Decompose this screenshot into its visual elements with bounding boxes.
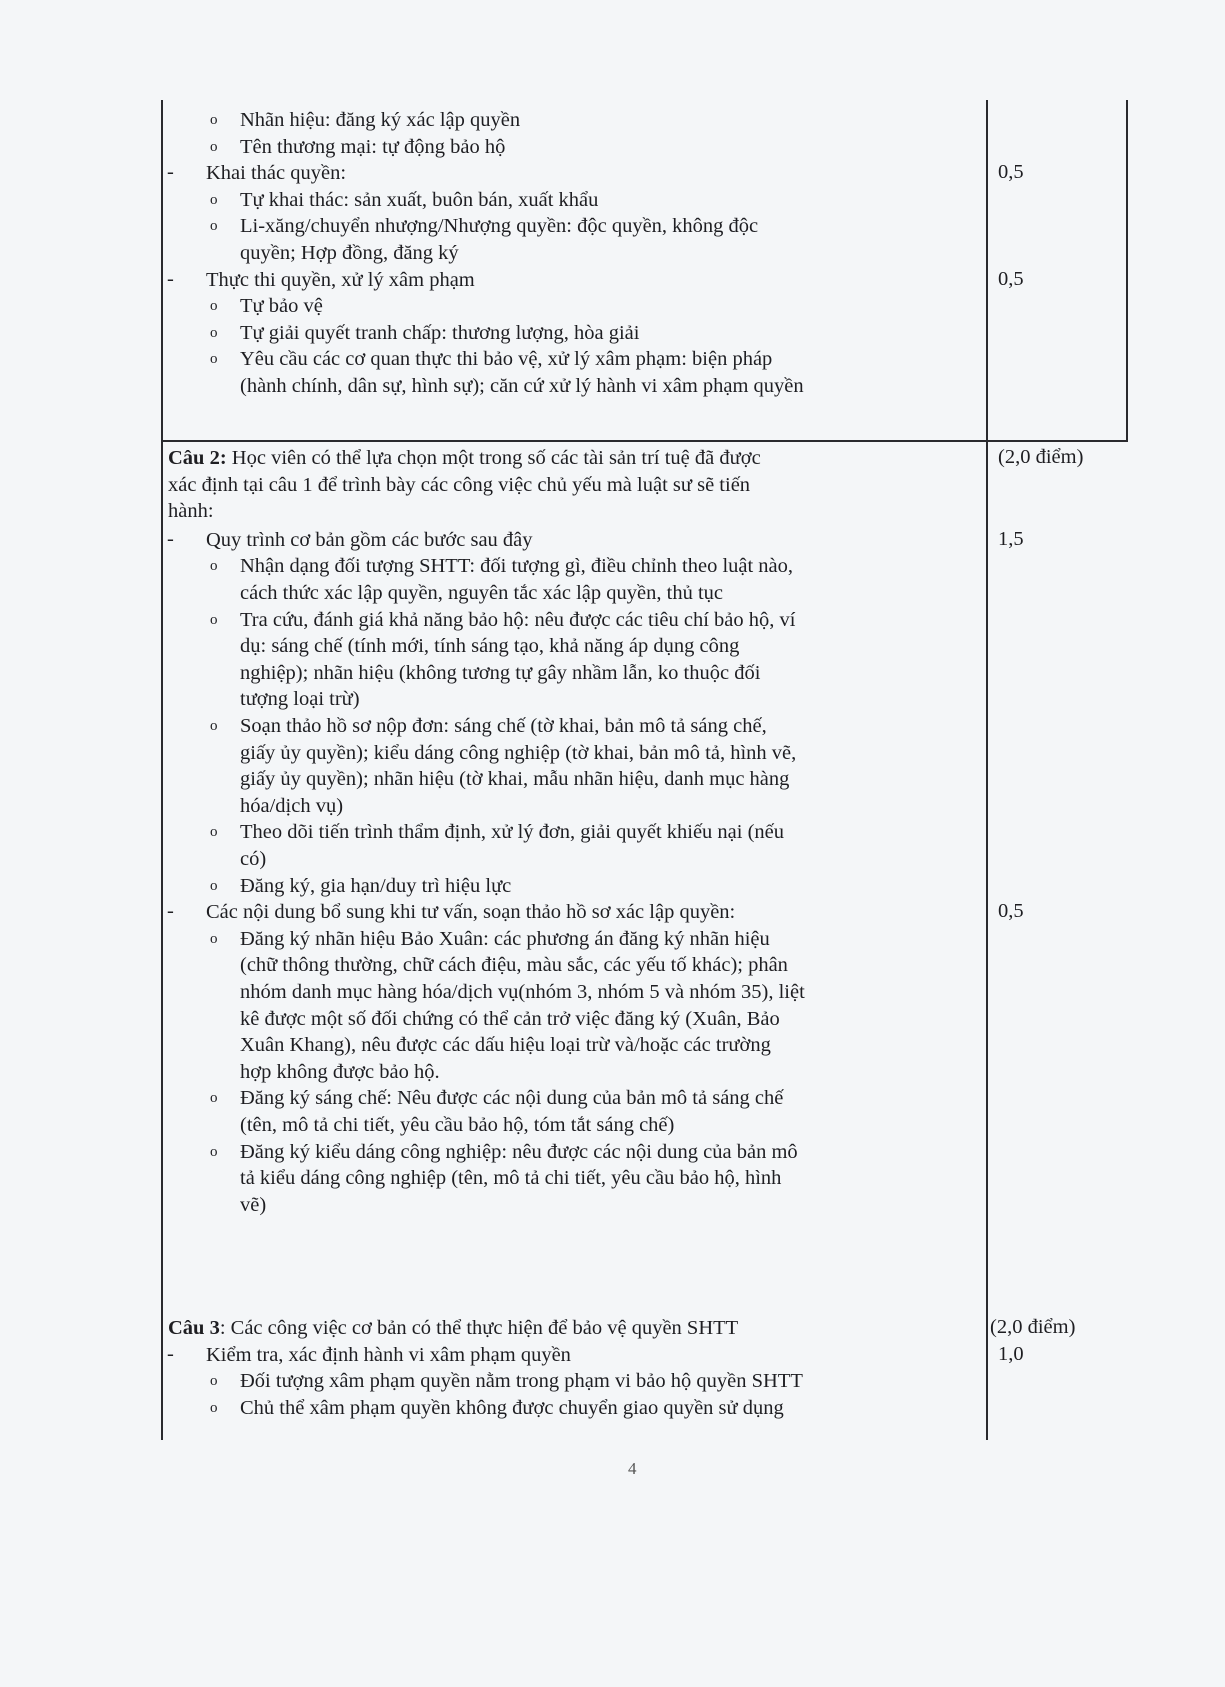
- bullet-item: Li-xăng/chuyển nhượng/Nhượng quyền: độc quyền, không độc: [240, 215, 759, 238]
- bullet-item: Tra cứu, đánh giá khả năng bảo hộ: nêu được các tiêu chí bảo hộ, ví: [240, 608, 796, 631]
- circle-bullet-icon: o: [210, 718, 218, 734]
- circle-bullet-icon: o: [210, 138, 218, 155]
- continuation-line: tượng loại trừ): [240, 688, 360, 711]
- circle-bullet-icon: o: [210, 1373, 218, 1390]
- dash-item: Thực thi quyền, xử lý xâm phạm: [206, 268, 475, 291]
- bullet-item: Theo dõi tiến trình thẩm định, xử lý đơn, giải quyết khiếu nại (nếu: [240, 821, 785, 844]
- circle-bullet-icon: o: [210, 191, 218, 208]
- dash-marker: -: [167, 161, 174, 184]
- circle-bullet-icon: o: [210, 824, 218, 841]
- continuation-line: có): [240, 848, 267, 870]
- circle-bullet-icon: o: [210, 611, 218, 628]
- row-divider-q2: [161, 440, 1128, 442]
- dash-item: Quy trình cơ bản gồm các bước sau đây: [206, 528, 533, 551]
- circle-bullet-icon: o: [210, 877, 218, 894]
- circle-bullet-icon: o: [210, 324, 218, 341]
- continuation-line: quyền; Hợp đồng, đăng ký: [240, 242, 459, 264]
- continuation-line: nghiệp); nhãn hiệu (không tương tự gây nhầm lẫn, ko thuộc đối: [240, 661, 761, 684]
- circle-bullet-icon: o: [210, 298, 218, 315]
- question-3-score: (2,0 điểm): [990, 1316, 1076, 1338]
- bullet-item: Chủ thể xâm phạm quyền không được chuyển giao quyền sử dụng: [240, 1396, 784, 1419]
- bullet-item: Tên thương mại: tự động bảo hộ: [240, 135, 506, 158]
- table-left-border: [161, 100, 163, 1440]
- continuation-line: giấy ủy quyền); kiểu dáng công nghiệp (tờ khai, bản mô tả, hình vẽ,: [240, 741, 797, 764]
- bullet-item: Đăng ký kiểu dáng công nghiệp: nêu được các nội dung của bản mô: [240, 1140, 798, 1163]
- dash-item: Khai thác quyền:: [206, 162, 347, 185]
- dash-marker: -: [167, 527, 174, 550]
- continuation-line: hóa/dịch vụ): [240, 794, 344, 817]
- dash-marker: -: [167, 1342, 174, 1365]
- bullet-item: Đăng ký, gia hạn/duy trì hiệu lực: [240, 874, 512, 897]
- bullet-item: Nhận dạng đối tượng SHTT: đối tượng gì, điều chỉnh theo luật nào,: [240, 555, 794, 578]
- continuation-line: vẽ): [240, 1193, 267, 1216]
- circle-bullet-icon: o: [210, 1090, 218, 1107]
- score-value: 0,5: [998, 900, 1024, 923]
- continuation-line: (chữ thông thường, chữ cách điệu, màu sắc, các yếu tố khác); phân: [240, 954, 788, 977]
- table-middle-border: [986, 100, 988, 1440]
- circle-bullet-icon: o: [210, 351, 218, 368]
- continuation-line: tả kiểu dáng công nghiệp (tên, mô tả chi tiết, yêu cầu bảo hộ, hình: [240, 1167, 782, 1190]
- continuation-line: hợp không được bảo hộ.: [240, 1060, 440, 1083]
- bullet-item: Soạn thảo hồ sơ nộp đơn: sáng chế (tờ khai, bản mô tả sáng chế,: [240, 715, 767, 737]
- table-right-border: [1126, 100, 1128, 440]
- bullet-item: Tự bảo vệ: [240, 295, 323, 318]
- score-value: 0,5: [998, 161, 1024, 184]
- circle-bullet-icon: o: [210, 558, 218, 575]
- circle-bullet-icon: o: [210, 930, 218, 947]
- continuation-line: cách thức xác lập quyền, nguyên tắc xác lập quyền, thủ tục: [240, 582, 723, 604]
- continuation-line: dụ: sáng chế (tính mới, tính sáng tạo, khả năng áp dụng công: [240, 635, 740, 658]
- bullet-item: Nhãn hiệu: đăng ký xác lập quyền: [240, 109, 521, 131]
- score-value: 1,5: [998, 527, 1024, 550]
- bullet-item: Đăng ký sáng chế: Nêu được các nội dung của bản mô tả sáng chế: [240, 1087, 784, 1110]
- page-number: 4: [628, 1459, 637, 1478]
- question-label: Câu 2:: [168, 447, 227, 469]
- question-2-heading: [168, 446, 761, 471]
- continuation-line: (tên, mô tả chi tiết, yêu cầu bảo hộ, tóm tắt sáng chế): [240, 1114, 675, 1136]
- question-text: : Các công việc cơ bản có thể thực hiện để bảo vệ quyền SHTT: [219, 1317, 739, 1339]
- dash-marker: -: [167, 267, 174, 290]
- dash-item: Các nội dung bổ sung khi tư vấn, soạn thảo hồ sơ xác lập quyền:: [206, 901, 736, 924]
- score-value: 1,0: [998, 1342, 1024, 1365]
- question-2-line: xác định tại câu 1 để trình bày các công việc chủ yếu mà luật sư sẽ tiến: [168, 473, 751, 496]
- circle-bullet-icon: o: [210, 1143, 218, 1160]
- bullet-item: Tự giải quyết tranh chấp: thương lượng, hòa giải: [240, 321, 640, 344]
- dash-item: Kiểm tra, xác định hành vi xâm phạm quyền: [206, 1343, 571, 1366]
- bullet-item: Tự khai thác: sản xuất, buôn bán, xuất khẩu: [240, 188, 599, 211]
- score-value: 0,5: [998, 267, 1024, 290]
- question-2-score: (2,0 điểm): [998, 446, 1084, 468]
- dash-marker: -: [167, 900, 174, 923]
- question-3-heading: [168, 1316, 738, 1341]
- circle-bullet-icon: o: [210, 1399, 218, 1416]
- bullet-item: Đăng ký nhãn hiệu Bảo Xuân: các phương án đăng ký nhãn hiệu: [240, 927, 770, 950]
- bullet-item: Yêu cầu các cơ quan thực thi bảo vệ, xử lý xâm phạm: biện pháp: [240, 348, 773, 371]
- question-label: Câu 3: [168, 1317, 220, 1339]
- continuation-line: nhóm danh mục hàng hóa/dịch vụ(nhóm 3, nhóm 5 và nhóm 35), liệt: [240, 981, 805, 1003]
- question-2-line: hành:: [168, 500, 214, 523]
- question-text: Học viên có thể lựa chọn một trong số các tài sản trí tuệ đã được: [226, 447, 761, 469]
- bullet-item: Đối tượng xâm phạm quyền nằm trong phạm vi bảo hộ quyền SHTT: [240, 1370, 803, 1393]
- circle-bullet-icon: o: [210, 218, 218, 235]
- circle-bullet-icon: o: [210, 112, 218, 128]
- continuation-line: kê được một số đối chứng có thể cản trở việc đăng ký (Xuân, Bảo: [240, 1007, 780, 1030]
- continuation-line: (hành chính, dân sự, hình sự); căn cứ xử lý hành vi xâm phạm quyền: [240, 375, 804, 397]
- continuation-line: giấy ủy quyền); nhãn hiệu (tờ khai, mẫu nhãn hiệu, danh mục hàng: [240, 768, 790, 791]
- continuation-line: Xuân Khang), nêu được các dấu hiệu loại trừ và/hoặc các trường: [240, 1034, 771, 1057]
